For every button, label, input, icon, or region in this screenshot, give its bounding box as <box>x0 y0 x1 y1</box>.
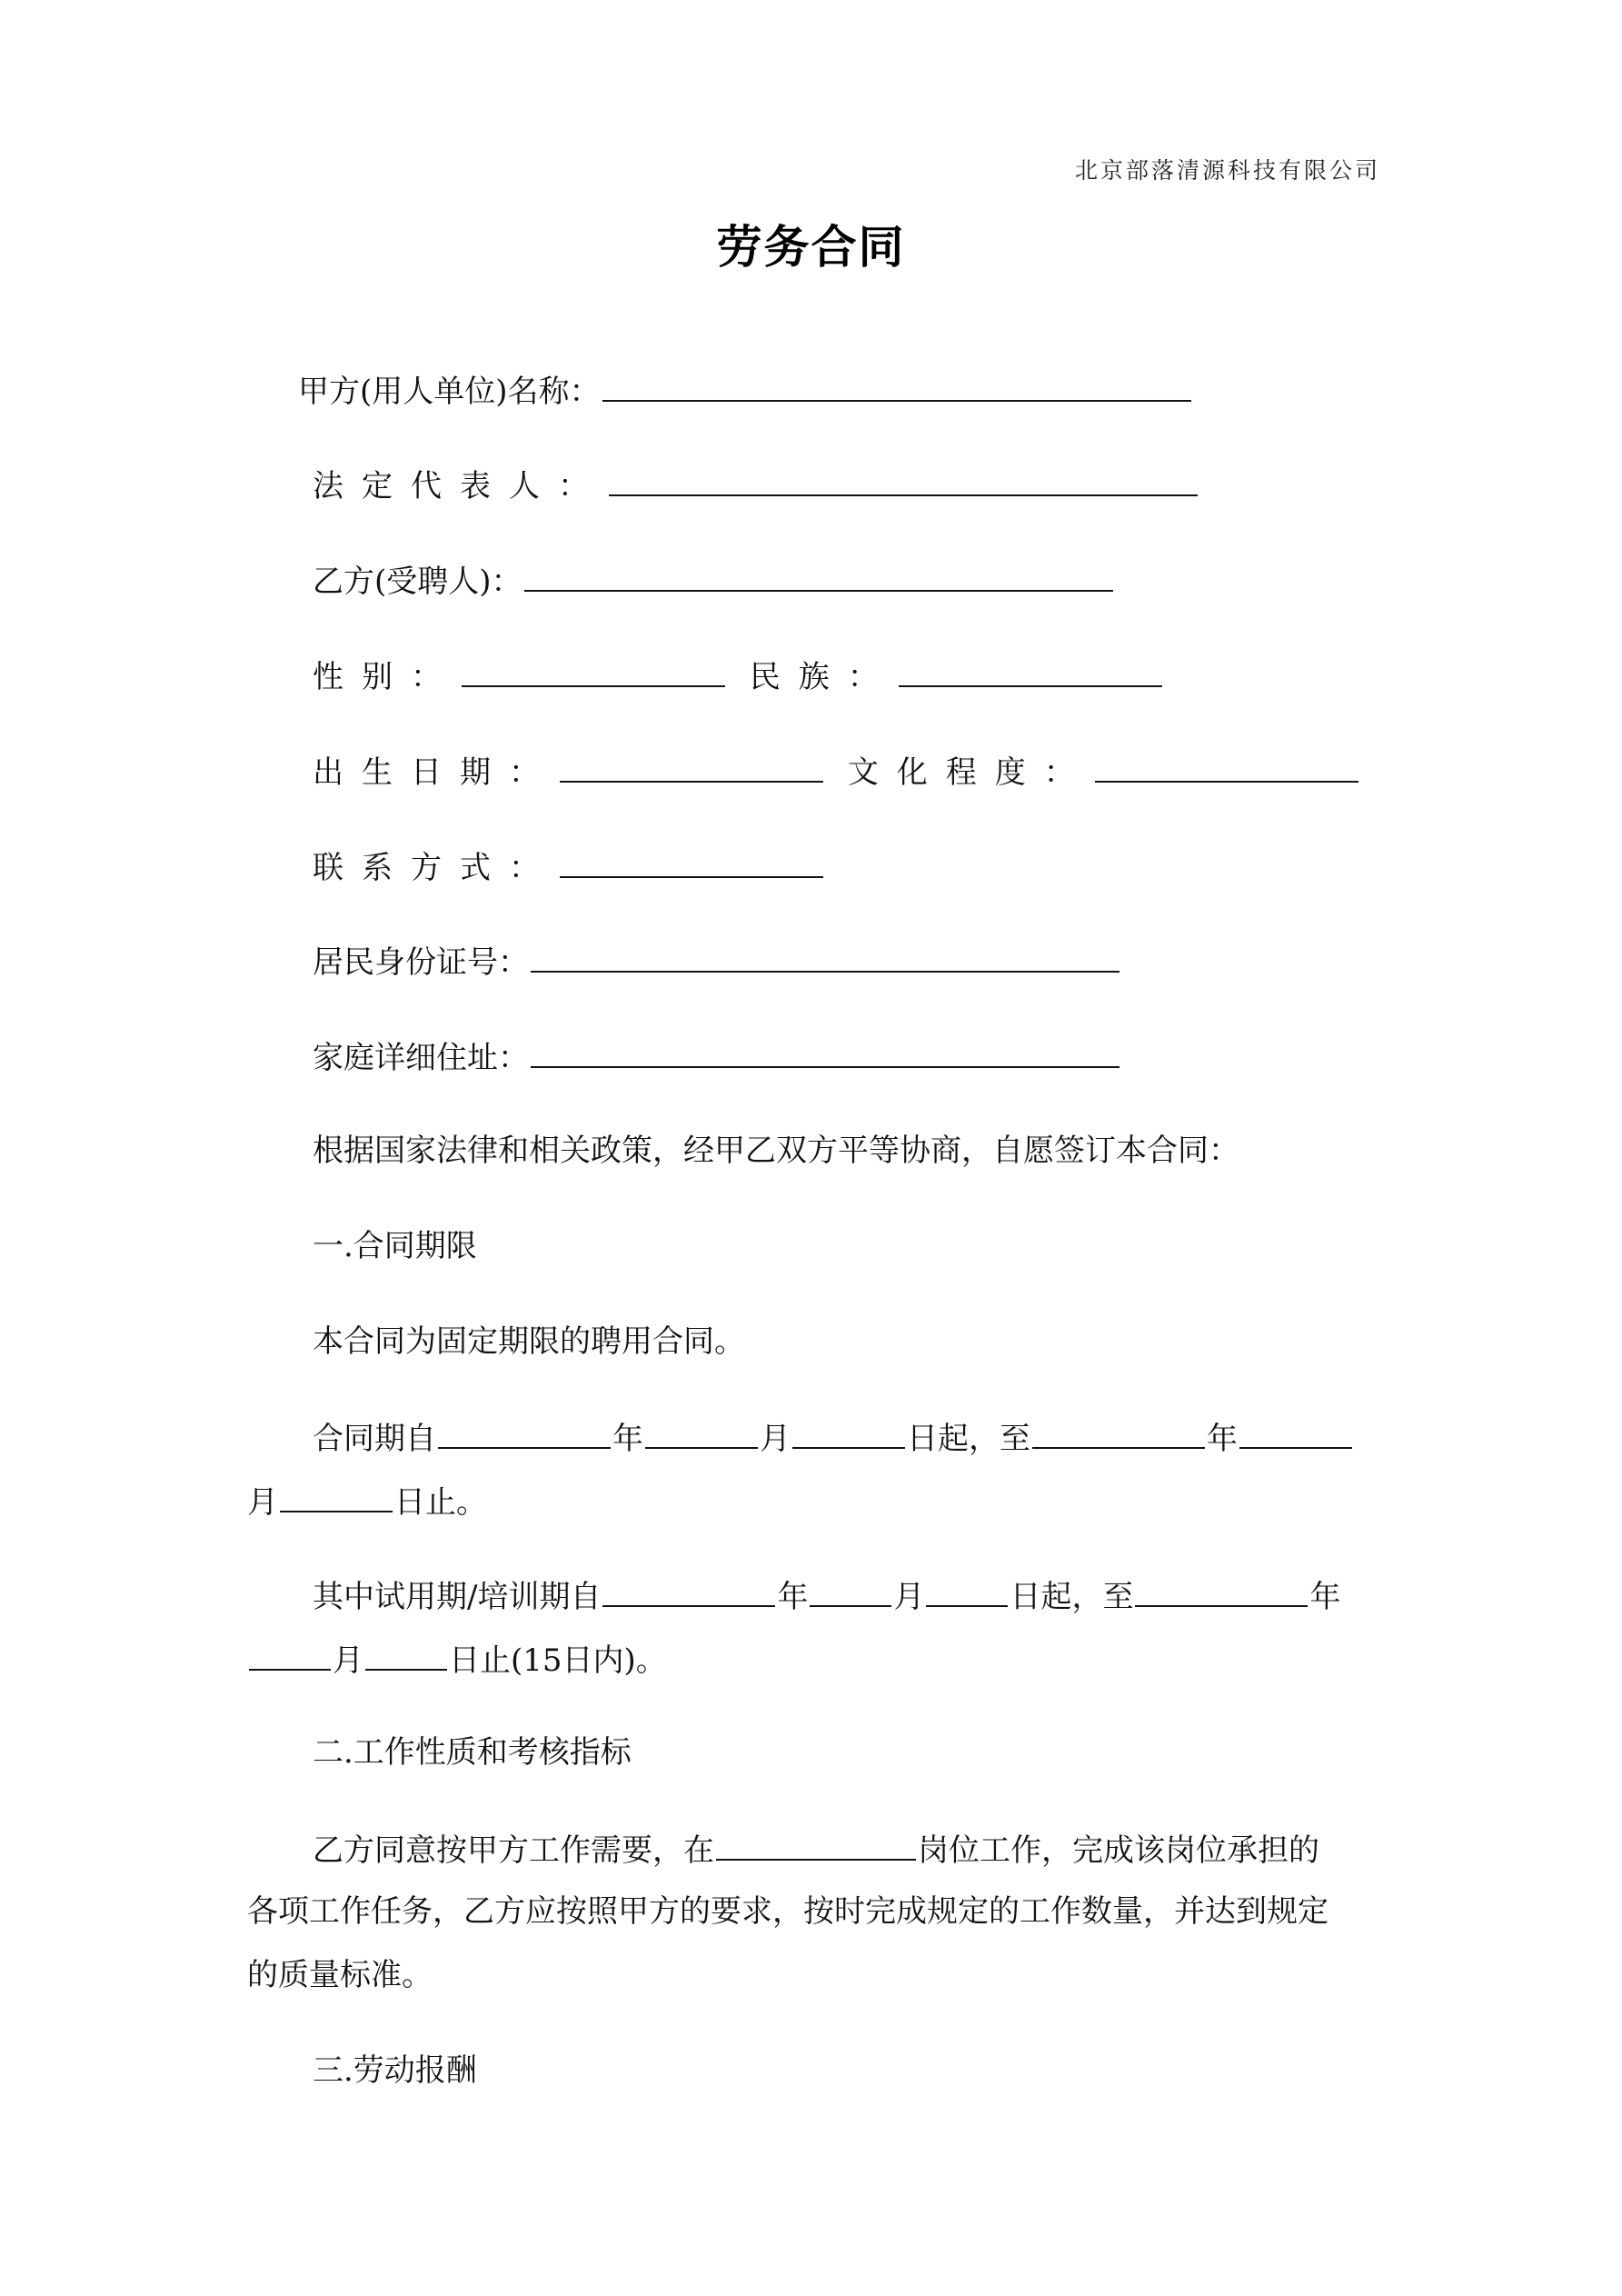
section-2-line-3: 的质量标准。 <box>247 1957 433 1993</box>
term-month-label-2: 月 <box>247 1484 278 1521</box>
section-1-heading: 一.合同期限 <box>313 1228 477 1264</box>
position-field[interactable] <box>716 1830 916 1861</box>
gender-label: 性别： <box>313 659 460 695</box>
trial-start-year-field[interactable] <box>602 1576 775 1607</box>
address-label: 家庭详细住址： <box>313 1040 529 1076</box>
header-company: 北京部落清源科技有限公司 <box>1074 157 1380 184</box>
term-line-2 <box>247 1482 487 1521</box>
trial-end-month-field[interactable] <box>249 1640 331 1671</box>
trial-year-label-2: 年 <box>1309 1579 1341 1615</box>
id-number-field[interactable] <box>531 942 1119 973</box>
party-a-row <box>298 371 1193 410</box>
address-field[interactable] <box>531 1037 1119 1068</box>
trial-start-month-field[interactable] <box>810 1576 891 1607</box>
trial-end-year-field[interactable] <box>1135 1576 1308 1607</box>
education-label: 文化程度： <box>847 754 1093 791</box>
party-b-label: 乙方(受聘人)： <box>313 564 522 600</box>
term-end-day-field[interactable] <box>280 1482 393 1512</box>
legal-rep-label: 法定代表人： <box>313 468 607 504</box>
trial-end-day-field[interactable] <box>365 1640 447 1671</box>
legal-rep-row <box>313 465 1199 504</box>
term-year-label: 年 <box>612 1421 643 1457</box>
ethnicity-label: 民族： <box>749 659 897 695</box>
birth-row <box>313 752 1360 791</box>
contact-field[interactable] <box>560 847 823 878</box>
section-1-paragraph: 本合同为固定期限的聘用合同。 <box>313 1323 745 1360</box>
trial-month-label-2: 月 <box>333 1642 363 1679</box>
contact-label: 联系方式： <box>313 850 558 886</box>
term-month-label: 月 <box>760 1421 791 1457</box>
trial-start-day-field[interactable] <box>926 1576 1008 1607</box>
legal-rep-field[interactable] <box>609 465 1198 496</box>
gender-field[interactable] <box>462 656 725 687</box>
address-row <box>313 1037 1121 1076</box>
section-2-heading: 二.工作性质和考核指标 <box>313 1734 632 1771</box>
party-a-field[interactable] <box>602 371 1191 402</box>
trial-month-label: 月 <box>893 1579 925 1615</box>
section-3-heading: 三.劳动报酬 <box>313 2052 477 2089</box>
party-b-row <box>313 561 1115 600</box>
birth-date-label: 出生日期： <box>313 754 558 791</box>
s2-suffix: 岗位工作，完成该岗位承担的 <box>918 1832 1319 1869</box>
term-start-month-field[interactable] <box>645 1418 758 1449</box>
education-field[interactable] <box>1095 752 1358 783</box>
trial-end: 日止(15日内)。 <box>449 1642 667 1679</box>
term-end-year-field[interactable] <box>1032 1418 1205 1449</box>
section-2-line-2: 各项工作任务，乙方应按照甲方的要求，按时完成规定的工作数量，并达到规定 <box>247 1893 1328 1930</box>
term-end-month-blank[interactable] <box>1239 1418 1352 1449</box>
id-number-label: 居民身份证号： <box>313 944 529 981</box>
birth-date-field[interactable] <box>560 752 823 783</box>
ethnicity-field[interactable] <box>899 656 1162 687</box>
term-year-label-2: 年 <box>1207 1421 1238 1457</box>
document-title: 劳务合同 <box>716 220 906 274</box>
trial-prefix: 其中试用期/培训期自 <box>313 1579 602 1615</box>
term-line-1 <box>313 1418 1354 1457</box>
id-row <box>313 942 1121 981</box>
party-b-field[interactable] <box>524 561 1113 592</box>
term-start-connector: 日起，至 <box>907 1421 1030 1457</box>
gender-row <box>313 656 1164 695</box>
s2-prefix: 乙方同意按甲方工作需要，在 <box>313 1832 714 1869</box>
trial-line-1 <box>313 1576 1340 1615</box>
term-start-year-field[interactable] <box>438 1418 611 1449</box>
intro-paragraph: 根据国家法律和相关政策，经甲乙双方平等协商，自愿签订本合同： <box>313 1133 1239 1169</box>
trial-line-2 <box>247 1640 667 1679</box>
section-2-line-1 <box>313 1830 1319 1869</box>
term-prefix: 合同期自 <box>313 1421 436 1457</box>
contact-row <box>313 847 825 886</box>
trial-start-connector: 日起，至 <box>1010 1579 1134 1615</box>
term-start-day-field[interactable] <box>792 1418 905 1449</box>
trial-year-label: 年 <box>777 1579 809 1615</box>
term-end: 日止。 <box>394 1484 487 1521</box>
party-a-label: 甲方(用人单位)名称： <box>298 374 601 410</box>
